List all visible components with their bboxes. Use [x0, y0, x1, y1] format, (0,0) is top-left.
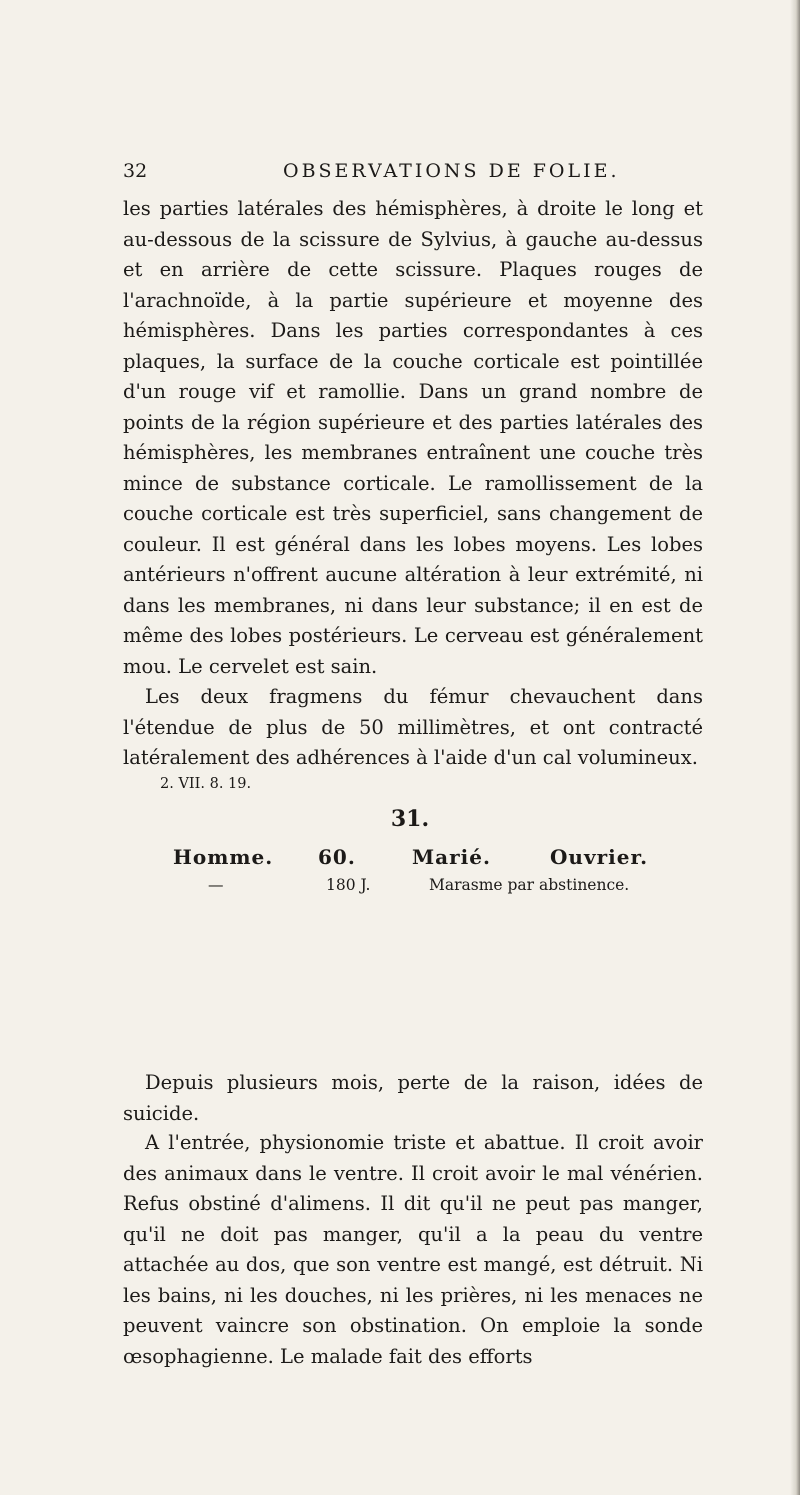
patient-sex: Homme.	[173, 845, 274, 869]
patient-marital-status: Marié.	[412, 845, 491, 869]
illness-duration: 180 J.	[326, 876, 371, 894]
running-title: OBSERVATIONS DE FOLIE.	[283, 160, 620, 182]
reference-line: 2. VII. 8. 19.	[160, 776, 252, 792]
patient-age: 60.	[318, 845, 356, 869]
page-edge-shadow	[790, 0, 800, 1495]
page-header	[123, 160, 683, 190]
observation-paragraph-1: Depuis plusieurs mois, perte de la raison, idées de suicide.	[123, 1071, 703, 1125]
cause-of-death: Marasme par abstinence.	[429, 876, 630, 894]
details-dash: —	[208, 876, 224, 894]
observation-number: 31.	[390, 806, 430, 832]
observation-paragraph-2: A l'entrée, physionomie triste et abattue. Il croit avoir des animaux dans le ventre. Il croit avoir le mal vénérien. Refus obstiné d'alimens. Il dit qu'il ne peut pas manger, qu'il ne doit pas manger, qu'il a la peau du ventre attachée au dos, que son ventre est mangé, est détruit. Ni les bains, ni les douches, ni les prières, ni les menaces ne peuvent vaincre son obstination. On emploie la sonde œsophagienne. Le malade fait des efforts	[123, 1131, 703, 1368]
continued-paragraph: les parties latérales des hémisphères, à droite le long et au-dessous de la scissure de Sylvius, à gauche au-dessus et en arrière de cette scissure. Plaques rouges de l'arachnoïde, à la partie supérieure et moyenne des hémisphères. Dans les parties correspondantes à ces plaques, la surface de la couche corticale est pointillée d'un rouge vif et ramollie. Dans un grand nombre de points de la région supérieure et des parties latérales des hémisphères, les membranes entraînent une couche très mince de substance corticale. Le ramollissement de la couche corticale est très superficiel, sans changement de couleur. Il est général dans les lobes moyens. Les lobes antérieurs n'offrent aucune altération à leur extrémité, ni dans les membranes, ni dans leur substance; il en est de même des lobes postérieurs. Le cerveau est généralement mou. Le cervelet est sain.	[123, 197, 703, 678]
patient-profession: Ouvrier.	[550, 845, 649, 869]
femur-paragraph: Les deux fragmens du fémur chevauchent dans l'étendue de plus de 50 millimètres, et ont contracté latéralement des adhérences à l'aide d'un cal volumineux.	[123, 685, 703, 769]
page-number: 32	[123, 160, 148, 182]
